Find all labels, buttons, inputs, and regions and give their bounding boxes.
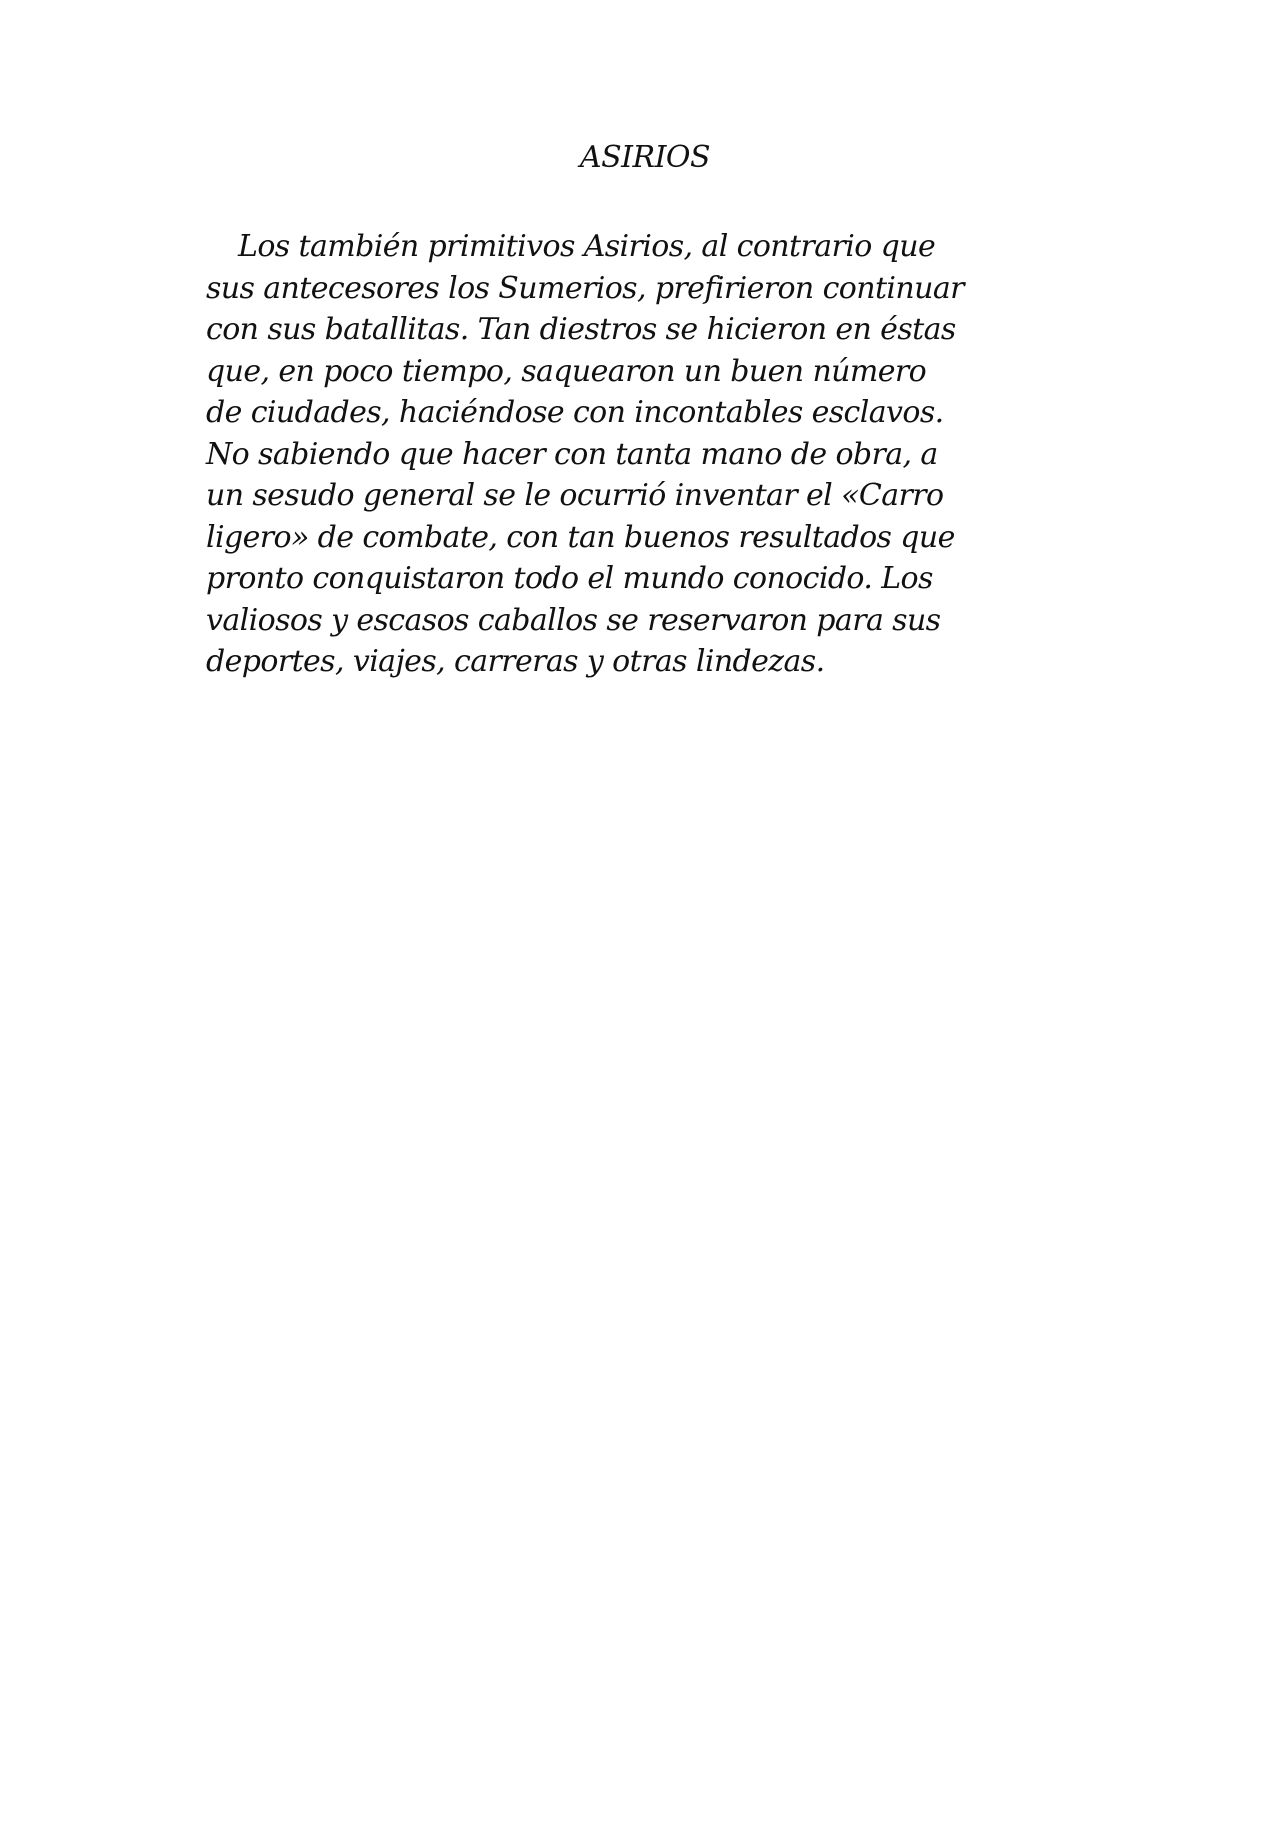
paragraph-line: con sus batallitas. Tan diestros se hicieron en éstas bbox=[206, 312, 956, 347]
paragraph-line: que, en poco tiempo, saquearon un buen número bbox=[206, 353, 927, 389]
paragraph-line: Los también primitivos Asirios, al contrario que bbox=[238, 229, 936, 264]
paragraph-line: No sabiendo que hacer con tanta mano de obra, a bbox=[206, 436, 938, 472]
paragraph-line: deportes, viajes, carreras y otras lindezas. bbox=[206, 644, 825, 679]
body-paragraph bbox=[206, 226, 1086, 683]
page-title: ASIRIOS bbox=[579, 140, 711, 175]
paragraph-line: sus antecesores los Sumerios, prefirieron continuar bbox=[206, 270, 964, 306]
paragraph-line: de ciudades, haciéndose con incontables esclavos. bbox=[206, 395, 944, 430]
paragraph-line: un sesudo general se le ocurrió inventar el «Carro bbox=[206, 478, 944, 513]
paragraph-line: ligero» de combate, con tan buenos resultados que bbox=[206, 519, 955, 555]
paragraph-line: valiosos y escasos caballos se reservaron para sus bbox=[206, 602, 941, 638]
paragraph-line: pronto conquistaron todo el mundo conocido. Los bbox=[206, 561, 933, 596]
